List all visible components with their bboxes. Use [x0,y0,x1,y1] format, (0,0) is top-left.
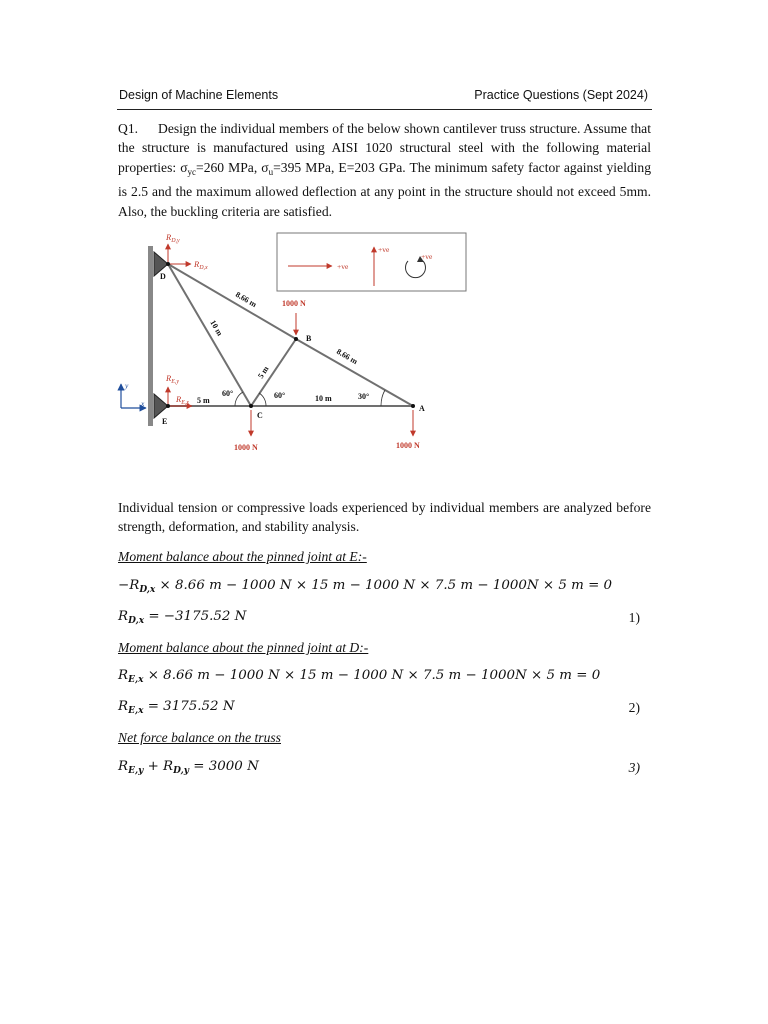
question-part2: =260 MPa, σ [196,159,269,175]
reaction-label-e-y: $R_{E,y}$ [166,373,180,385]
equation-number-3: 3) [628,760,640,775]
equation-net-force: $R_{E,y} + R_{D,y} = 3000$ N [118,759,259,776]
joint-c [249,404,253,408]
question-part3: =395 MPa, E=203 GPa. The minimum safety factor against yielding is 2.5 and the maximum allowed deflection at any point in the structure should not exceed 5mm. Also, the buckling criteria are satisfied. [118,159,652,219]
section-moment-e: Moment balance about the pinned joint at E:- [118,549,367,564]
length-label-ca: 10 m [315,394,332,403]
sign-moment-label: +ve [421,252,433,261]
joint-label-a: A [419,404,425,413]
reaction-label-e-x: $R_{E,x}$ [176,394,190,406]
question-number: Q1. [118,121,139,136]
member-d-c [168,264,251,406]
question-text [118,119,651,221]
sign-vertical-label: +ve [378,245,390,254]
length-label-dc: 10 m [208,318,225,338]
result-r-ex: $R_{E,x} = 3175.52$ N [118,699,235,716]
load-label-b: 1000 N [282,299,306,308]
angle-arc-c-right [259,393,266,406]
joint-label-e: E [162,417,168,426]
truss-figure [0,222,768,482]
joint-e [166,404,170,408]
wall [148,246,153,426]
section-net-force: Net force balance on the truss [118,730,281,745]
header-rule [117,109,652,110]
joint-a [411,404,415,408]
sign-convention-box [277,233,466,291]
joint-d [166,262,170,266]
reaction-label-d-x: $R_{D,x}$ [194,259,208,271]
load-label-c: 1000 N [234,443,258,452]
header-document-title: Practice Questions (Sept 2024) [474,88,648,102]
question-part1: Design the individual members of the below shown cantilever truss structure. Assume that the structure is manufactured using AISI 1020 structural steel with the following material properties: σ [118,121,651,175]
sign-horizontal-label: +ve [337,262,349,271]
equation-number-2: 2) [628,700,640,715]
equation-moment-d: $R_{E,x} \times 8.66$ m − 1000 N × 15 m − 1000 N × 7.5 m − 1000N × 5 m = 0 [118,668,601,685]
sigma-yield-subscript: yc [187,166,197,177]
joint-label-d: D [160,272,166,281]
equation-moment-e: $-R_{D,x} \times 8.66$ m − 1000 N × 15 m − 1000 N × 7.5 m − 1000N × 5 m = 0 [118,578,613,595]
section-moment-d: Moment balance about the pinned joint at D:- [118,640,369,655]
axis-x-label: x [141,399,145,408]
joint-label-b: B [306,334,312,343]
header-course-title: Design of Machine Elements [119,88,279,102]
angle-label-c-right: 60° [274,391,286,400]
result-r-dx: $R_{D,x} = -3175.52$ N [118,609,247,626]
angle-label-c-left: 60° [222,389,234,398]
equation-number-1: 1) [628,610,640,625]
length-label-ec: 5 m [197,396,210,405]
angle-arc-c-left [235,392,243,406]
reaction-label-d-y: $R_{D,y}$ [166,232,180,244]
length-label-cb: 5 m [256,364,271,381]
joint-label-c: C [257,411,263,420]
member-b-a [296,339,413,406]
angle-arc-a [381,390,385,406]
length-label-db: 8.66 m [234,289,259,310]
support-e [154,394,168,418]
sigma-ultimate-subscript: u [268,166,274,177]
angle-label-a: 30° [358,392,370,401]
joint-b [294,337,298,341]
intro-paragraph: Individual tension or compressive loads experienced by individual members are analyzed before strength, deformation, and stability analysis. [118,500,651,535]
sign-moment-arc [405,261,425,278]
length-label-ba: 8.66 m [335,346,360,367]
load-label-a: 1000 N [396,441,420,450]
axis-y-label: y [125,381,129,390]
